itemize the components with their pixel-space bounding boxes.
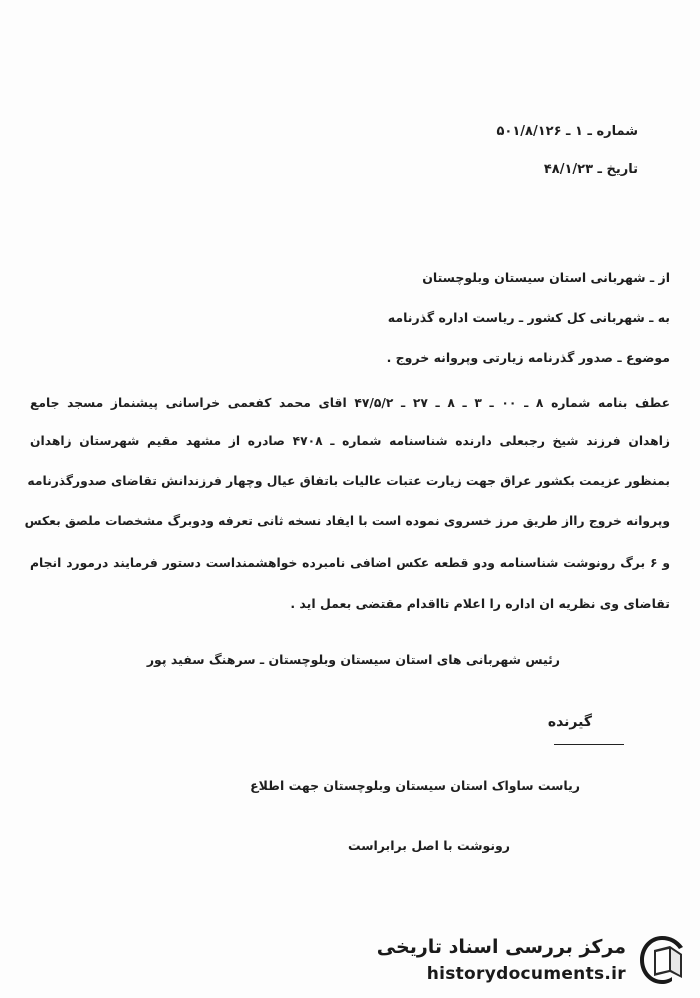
book-logo-icon [636,932,688,988]
recipients-divider [554,744,624,745]
body-line-1: عطف بنامه شماره ۸ ـ ۰۰ ـ ۳ ـ ۸ ـ ۲۷ ـ ۴۷/۵/۲ اقای محمد کفعمی خراسانی پیشنماز مسجد جامع [30,396,671,410]
letter-date-value: ۴۸/۱/۲۳ [543,162,593,177]
letter-number-value: ۱ ـ ۵۰۱/۸/۱۲۶ [496,124,583,139]
letter-number-label: شماره ـ [587,124,638,139]
recipients-heading: گیرنده [547,714,592,730]
letter-date-label: تاریخ ـ [597,162,638,177]
body-line-6: تقاضای وی نظریه ان اداره را اعلام تااقدام مقتضی بعمل اید . [290,596,670,611]
watermark-title: مرکز بررسی اسناد تاریخی [376,936,626,958]
watermark-url: historydocuments.ir [426,964,626,984]
body-line-2: زاهدان فرزند شیخ رجبعلی دارنده شناسنامه شماره ـ ۴۷۰۸ صادره از مشهد مقیم شهرستان زاهدان [30,434,670,448]
watermark [352,930,692,992]
letter-number [496,124,638,139]
body-line-3: بمنظور عزیمت بکشور عراق جهت زیارت عتبات عالیات باتفاق عیال وچهار فرزندانش تقاضای صدورگذرنامه [27,474,670,488]
body-line-4: وپروانه خروج رااز طریق مرز خسروی نموده است با ایفاد نسخه ثانی تعرفه ودوبرگ مشخصات ملصق بعکس [24,514,670,528]
to-line: به ـ شهربانی کل کشور ـ ریاست اداره گذرنامه [387,310,670,325]
body-line-5: و ۶ برگ رونوشت شناسنامه ودو قطعه عکس اضافی نامبرده خواهشمنداست دستور فرمایند درمورد انجام [30,556,670,570]
subject-line: موضوع ـ صدور گذرنامه زیارتی وپروانه خروج . [386,350,670,365]
signature-line: رئیس شهربانی های استان سیستان وبلوچستان ـ سرهنگ سفید پور [146,652,560,667]
from-line: از ـ شهربانی استان سیستان وبلوچستان [422,270,670,285]
recipients-line-1: ریاست ساواک استان سیستان وبلوچستان جهت اطلاع [250,778,580,793]
recipients-line-2: رونوشت با اصل برابراست [347,838,510,853]
letter-date [544,162,638,177]
